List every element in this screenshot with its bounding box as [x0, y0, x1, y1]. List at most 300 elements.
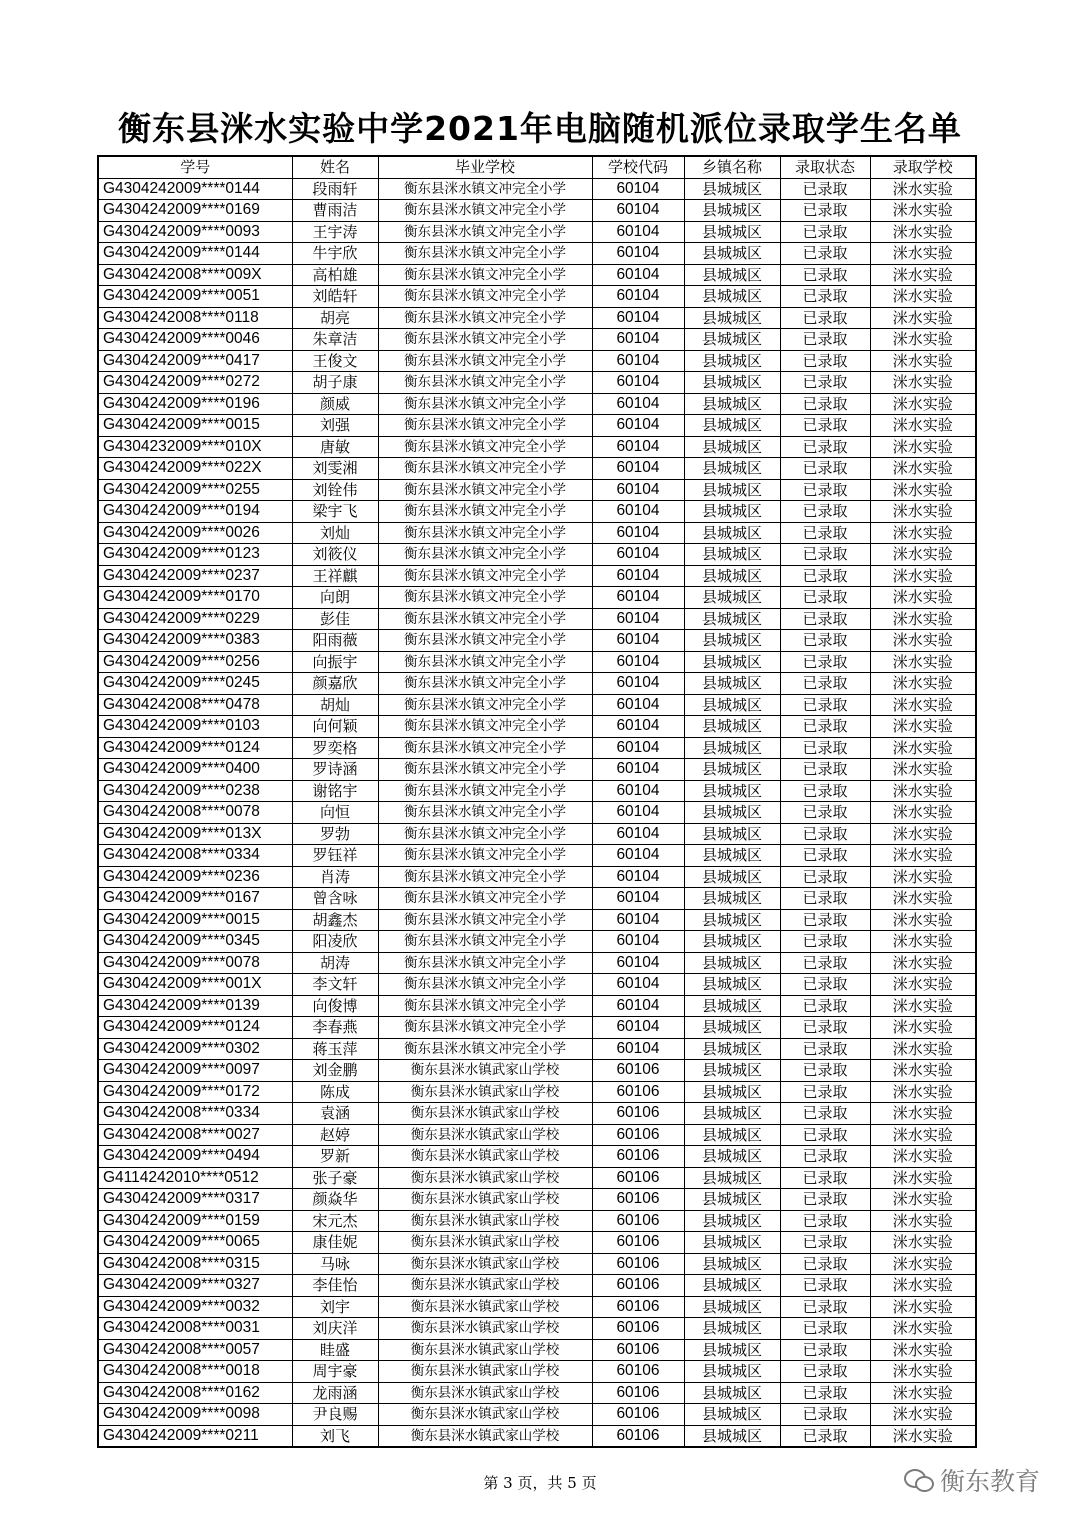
cell-graduation-school: 衡东县洣水镇文冲完全小学 — [378, 178, 592, 200]
cell-name: 段雨轩 — [292, 178, 378, 200]
cell-town: 县城城区 — [684, 393, 780, 415]
cell-town: 县城城区 — [684, 866, 780, 888]
table-row — [98, 350, 976, 372]
cell-graduation-school: 衡东县洣水镇文冲完全小学 — [378, 673, 592, 695]
cell-name: 蒋玉萍 — [292, 1038, 378, 1060]
cell-graduation-school: 衡东县洣水镇文冲完全小学 — [378, 415, 592, 437]
cell-school-code: 60104 — [592, 458, 684, 480]
cell-admission-status: 已录取 — [780, 995, 870, 1017]
cell-admitted-school: 洣水实验 — [870, 307, 976, 329]
header-admitted-school: 录取学校 — [870, 156, 976, 178]
table-row — [98, 1425, 976, 1447]
cell-admission-status: 已录取 — [780, 759, 870, 781]
cell-name: 刘灿 — [292, 522, 378, 544]
cell-name: 刘飞 — [292, 1425, 378, 1447]
cell-admission-status: 已录取 — [780, 651, 870, 673]
cell-town: 县城城区 — [684, 1275, 780, 1297]
cell-student-id: G4304242009****0123 — [98, 544, 292, 566]
cell-name: 牛宇欣 — [292, 243, 378, 265]
cell-admission-status: 已录取 — [780, 1382, 870, 1404]
cell-school-code: 60106 — [592, 1103, 684, 1125]
cell-admission-status: 已录取 — [780, 1189, 870, 1211]
cell-graduation-school: 衡东县洣水镇武家山学校 — [378, 1318, 592, 1340]
table-row — [98, 1361, 976, 1383]
cell-name: 罗勃 — [292, 823, 378, 845]
cell-student-id: G4304242009****0302 — [98, 1038, 292, 1060]
cell-student-id: G4304242008****0057 — [98, 1339, 292, 1361]
cell-school-code: 60106 — [592, 1404, 684, 1426]
cell-admitted-school: 洣水实验 — [870, 1318, 976, 1340]
table-row — [98, 544, 976, 566]
cell-name: 李佳怡 — [292, 1275, 378, 1297]
wechat-icon — [904, 1467, 934, 1493]
cell-admitted-school: 洣水实验 — [870, 1253, 976, 1275]
cell-town: 县城城区 — [684, 845, 780, 867]
table-row — [98, 1318, 976, 1340]
table-row — [98, 931, 976, 953]
cell-town: 县城城区 — [684, 802, 780, 824]
table-row — [98, 264, 976, 286]
cell-admitted-school: 洣水实验 — [870, 1425, 976, 1447]
cell-admitted-school: 洣水实验 — [870, 1081, 976, 1103]
cell-student-id: G4304242009****0093 — [98, 221, 292, 243]
cell-graduation-school: 衡东县洣水镇武家山学校 — [378, 1167, 592, 1189]
cell-name: 罗诗涵 — [292, 759, 378, 781]
cell-town: 县城城区 — [684, 1124, 780, 1146]
cell-school-code: 60104 — [592, 995, 684, 1017]
cell-school-code: 60104 — [592, 350, 684, 372]
cell-admitted-school: 洣水实验 — [870, 1060, 976, 1082]
cell-school-code: 60106 — [592, 1232, 684, 1254]
cell-admission-status: 已录取 — [780, 1146, 870, 1168]
cell-admission-status: 已录取 — [780, 286, 870, 308]
cell-school-code: 60104 — [592, 415, 684, 437]
table-row — [98, 630, 976, 652]
cell-school-code: 60104 — [592, 329, 684, 351]
cell-admission-status: 已录取 — [780, 1081, 870, 1103]
cell-admitted-school: 洣水实验 — [870, 716, 976, 738]
cell-student-id: G4304242008****009X — [98, 264, 292, 286]
cell-admitted-school: 洣水实验 — [870, 286, 976, 308]
header-student-id: 学号 — [98, 156, 292, 178]
cell-graduation-school: 衡东县洣水镇文冲完全小学 — [378, 458, 592, 480]
table-row — [98, 393, 976, 415]
cell-name: 刘铨伟 — [292, 479, 378, 501]
cell-student-id: G4304242009****0078 — [98, 952, 292, 974]
cell-name: 彭佳 — [292, 608, 378, 630]
cell-admitted-school: 洣水实验 — [870, 651, 976, 673]
cell-admission-status: 已录取 — [780, 1318, 870, 1340]
cell-name: 胡亮 — [292, 307, 378, 329]
cell-admission-status: 已录取 — [780, 1103, 870, 1125]
cell-admission-status: 已录取 — [780, 823, 870, 845]
cell-school-code: 60104 — [592, 501, 684, 523]
cell-graduation-school: 衡东县洣水镇武家山学校 — [378, 1146, 592, 1168]
cell-graduation-school: 衡东县洣水镇文冲完全小学 — [378, 651, 592, 673]
cell-admitted-school: 洣水实验 — [870, 1038, 976, 1060]
cell-admitted-school: 洣水实验 — [870, 393, 976, 415]
cell-admission-status: 已录取 — [780, 1296, 870, 1318]
cell-admission-status: 已录取 — [780, 350, 870, 372]
cell-name: 康佳妮 — [292, 1232, 378, 1254]
cell-name: 罗钰祥 — [292, 845, 378, 867]
cell-name: 肖涛 — [292, 866, 378, 888]
cell-graduation-school: 衡东县洣水镇武家山学校 — [378, 1339, 592, 1361]
cell-school-code: 60106 — [592, 1146, 684, 1168]
cell-admitted-school: 洣水实验 — [870, 1361, 976, 1383]
cell-graduation-school: 衡东县洣水镇武家山学校 — [378, 1296, 592, 1318]
cell-school-code: 60104 — [592, 630, 684, 652]
cell-school-code: 60104 — [592, 608, 684, 630]
cell-student-id: G4304242009****0317 — [98, 1189, 292, 1211]
cell-graduation-school: 衡东县洣水镇文冲完全小学 — [378, 802, 592, 824]
cell-admission-status: 已录取 — [780, 1361, 870, 1383]
cell-name: 赵婷 — [292, 1124, 378, 1146]
cell-school-code: 60104 — [592, 587, 684, 609]
table-row — [98, 178, 976, 200]
cell-graduation-school: 衡东县洣水镇武家山学校 — [378, 1404, 592, 1426]
cell-town: 县城城区 — [684, 1146, 780, 1168]
cell-admission-status: 已录取 — [780, 501, 870, 523]
table-row — [98, 200, 976, 222]
cell-school-code: 60106 — [592, 1167, 684, 1189]
cell-student-id: G4304242009****0229 — [98, 608, 292, 630]
cell-town: 县城城区 — [684, 737, 780, 759]
cell-admission-status: 已录取 — [780, 178, 870, 200]
cell-town: 县城城区 — [684, 974, 780, 996]
cell-name: 向俊博 — [292, 995, 378, 1017]
cell-admission-status: 已录取 — [780, 1167, 870, 1189]
header-school-code: 学校代码 — [592, 156, 684, 178]
cell-admitted-school: 洣水实验 — [870, 1189, 976, 1211]
cell-school-code: 60106 — [592, 1339, 684, 1361]
cell-school-code: 60104 — [592, 436, 684, 458]
table-row — [98, 1038, 976, 1060]
cell-graduation-school: 衡东县洣水镇文冲完全小学 — [378, 565, 592, 587]
cell-admitted-school: 洣水实验 — [870, 931, 976, 953]
cell-town: 县城城区 — [684, 608, 780, 630]
table-row — [98, 221, 976, 243]
page-footer: 第 3 页，共 5 页 — [483, 1474, 597, 1492]
cell-admission-status: 已录取 — [780, 200, 870, 222]
cell-graduation-school: 衡东县洣水镇文冲完全小学 — [378, 544, 592, 566]
table-row — [98, 565, 976, 587]
cell-name: 胡鑫杰 — [292, 909, 378, 931]
table-row — [98, 587, 976, 609]
cell-admission-status: 已录取 — [780, 845, 870, 867]
cell-admitted-school: 洣水实验 — [870, 1382, 976, 1404]
cell-student-id: G4304242009****0417 — [98, 350, 292, 372]
cell-graduation-school: 衡东县洣水镇文冲完全小学 — [378, 780, 592, 802]
cell-graduation-school: 衡东县洣水镇文冲完全小学 — [378, 845, 592, 867]
cell-name: 向何颖 — [292, 716, 378, 738]
cell-admission-status: 已录取 — [780, 1275, 870, 1297]
cell-graduation-school: 衡东县洣水镇文冲完全小学 — [378, 243, 592, 265]
table-row — [98, 1382, 976, 1404]
cell-admitted-school: 洣水实验 — [870, 1146, 976, 1168]
cell-town: 县城城区 — [684, 1318, 780, 1340]
cell-graduation-school: 衡东县洣水镇武家山学校 — [378, 1382, 592, 1404]
cell-name: 颜嘉欣 — [292, 673, 378, 695]
cell-town: 县城城区 — [684, 651, 780, 673]
cell-graduation-school: 衡东县洣水镇文冲完全小学 — [378, 608, 592, 630]
cell-graduation-school: 衡东县洣水镇文冲完全小学 — [378, 888, 592, 910]
cell-name: 阳雨薇 — [292, 630, 378, 652]
cell-name: 阳凌欣 — [292, 931, 378, 953]
cell-admitted-school: 洣水实验 — [870, 974, 976, 996]
cell-graduation-school: 衡东县洣水镇文冲完全小学 — [378, 350, 592, 372]
cell-admission-status: 已录取 — [780, 436, 870, 458]
cell-name: 刘筱仪 — [292, 544, 378, 566]
cell-school-code: 60104 — [592, 544, 684, 566]
cell-town: 县城城区 — [684, 501, 780, 523]
table-row — [98, 1060, 976, 1082]
cell-town: 县城城区 — [684, 1296, 780, 1318]
cell-student-id: G4304242009****0169 — [98, 200, 292, 222]
cell-town: 县城城区 — [684, 1103, 780, 1125]
cell-name: 张子豪 — [292, 1167, 378, 1189]
cell-town: 县城城区 — [684, 1382, 780, 1404]
cell-name: 谢铭宇 — [292, 780, 378, 802]
cell-student-id: G4304242009****0139 — [98, 995, 292, 1017]
cell-admission-status: 已录取 — [780, 1124, 870, 1146]
table-row — [98, 307, 976, 329]
cell-town: 县城城区 — [684, 780, 780, 802]
cell-school-code: 60104 — [592, 372, 684, 394]
cell-student-id: G4304242008****0315 — [98, 1253, 292, 1275]
cell-town: 县城城区 — [684, 888, 780, 910]
cell-student-id: G4304242009****0245 — [98, 673, 292, 695]
cell-school-code: 60104 — [592, 221, 684, 243]
cell-school-code: 60104 — [592, 802, 684, 824]
cell-student-id: G4304242009****0327 — [98, 1275, 292, 1297]
cell-town: 县城城区 — [684, 995, 780, 1017]
cell-town: 县城城区 — [684, 350, 780, 372]
cell-name: 马咏 — [292, 1253, 378, 1275]
cell-town: 县城城区 — [684, 931, 780, 953]
cell-admitted-school: 洣水实验 — [870, 608, 976, 630]
cell-school-code: 60104 — [592, 1017, 684, 1039]
cell-name: 向朗 — [292, 587, 378, 609]
cell-student-id: G4304242009****0103 — [98, 716, 292, 738]
cell-town: 县城城区 — [684, 458, 780, 480]
cell-graduation-school: 衡东县洣水镇文冲完全小学 — [378, 329, 592, 351]
cell-admission-status: 已录取 — [780, 888, 870, 910]
table-row — [98, 780, 976, 802]
cell-admitted-school: 洣水实验 — [870, 995, 976, 1017]
cell-student-id: G4304242009****0051 — [98, 286, 292, 308]
cell-graduation-school: 衡东县洣水镇文冲完全小学 — [378, 436, 592, 458]
cell-town: 县城城区 — [684, 759, 780, 781]
cell-admission-status: 已录取 — [780, 372, 870, 394]
cell-admission-status: 已录取 — [780, 694, 870, 716]
cell-student-id: G4304242009****0345 — [98, 931, 292, 953]
table-row — [98, 1404, 976, 1426]
table-row — [98, 479, 976, 501]
cell-student-id: G4304242008****0478 — [98, 694, 292, 716]
cell-school-code: 60104 — [592, 479, 684, 501]
cell-student-id: G4304242008****0334 — [98, 845, 292, 867]
cell-admitted-school: 洣水实验 — [870, 1103, 976, 1125]
cell-student-id: G4304242009****0097 — [98, 1060, 292, 1082]
cell-admission-status: 已录取 — [780, 673, 870, 695]
cell-admission-status: 已录取 — [780, 974, 870, 996]
cell-graduation-school: 衡东县洣水镇文冲完全小学 — [378, 823, 592, 845]
cell-student-id: G4304242009****0167 — [98, 888, 292, 910]
cell-admitted-school: 洣水实验 — [870, 1017, 976, 1039]
table-row — [98, 329, 976, 351]
table-row — [98, 1189, 976, 1211]
table-row — [98, 522, 976, 544]
cell-admitted-school: 洣水实验 — [870, 737, 976, 759]
table-row — [98, 974, 976, 996]
cell-admission-status: 已录取 — [780, 221, 870, 243]
cell-admission-status: 已录取 — [780, 565, 870, 587]
watermark-text: 衡东教育 — [940, 1467, 1041, 1496]
cell-student-id: G4304242009****0211 — [98, 1425, 292, 1447]
cell-name: 朱章洁 — [292, 329, 378, 351]
cell-town: 县城城区 — [684, 1167, 780, 1189]
cell-student-id: G4304242009****0124 — [98, 1017, 292, 1039]
table-row — [98, 673, 976, 695]
cell-admission-status: 已录取 — [780, 307, 870, 329]
cell-admission-status: 已录取 — [780, 1253, 870, 1275]
cell-admitted-school: 洣水实验 — [870, 673, 976, 695]
cell-school-code: 60104 — [592, 651, 684, 673]
cell-graduation-school: 衡东县洣水镇文冲完全小学 — [378, 759, 592, 781]
cell-school-code: 60106 — [592, 1382, 684, 1404]
cell-town: 县城城区 — [684, 329, 780, 351]
cell-student-id: G4304242009****0170 — [98, 587, 292, 609]
cell-school-code: 60104 — [592, 888, 684, 910]
cell-graduation-school: 衡东县洣水镇文冲完全小学 — [378, 952, 592, 974]
table-row — [98, 845, 976, 867]
cell-school-code: 60104 — [592, 716, 684, 738]
cell-student-id: G4304242009****0065 — [98, 1232, 292, 1254]
cell-student-id: G4304242009****0159 — [98, 1210, 292, 1232]
cell-town: 县城城区 — [684, 565, 780, 587]
cell-school-code: 60106 — [592, 1425, 684, 1447]
cell-admitted-school: 洣水实验 — [870, 866, 976, 888]
cell-admission-status: 已录取 — [780, 608, 870, 630]
cell-admitted-school: 洣水实验 — [870, 1404, 976, 1426]
cell-graduation-school: 衡东县洣水镇武家山学校 — [378, 1425, 592, 1447]
table-row — [98, 1103, 976, 1125]
cell-school-code: 60104 — [592, 307, 684, 329]
table-row — [98, 501, 976, 523]
cell-admitted-school: 洣水实验 — [870, 565, 976, 587]
cell-admission-status: 已录取 — [780, 393, 870, 415]
cell-student-id: G4304242008****0162 — [98, 1382, 292, 1404]
cell-town: 县城城区 — [684, 372, 780, 394]
table-row — [98, 1210, 976, 1232]
cell-admitted-school: 洣水实验 — [870, 1210, 976, 1232]
cell-name: 胡涛 — [292, 952, 378, 974]
cell-graduation-school: 衡东县洣水镇文冲完全小学 — [378, 1038, 592, 1060]
cell-name: 龙雨涵 — [292, 1382, 378, 1404]
cell-name: 刘强 — [292, 415, 378, 437]
cell-school-code: 60106 — [592, 1081, 684, 1103]
cell-graduation-school: 衡东县洣水镇武家山学校 — [378, 1060, 592, 1082]
cell-admission-status: 已录取 — [780, 952, 870, 974]
cell-admission-status: 已录取 — [780, 544, 870, 566]
cell-town: 县城城区 — [684, 479, 780, 501]
cell-graduation-school: 衡东县洣水镇文冲完全小学 — [378, 737, 592, 759]
cell-name: 周宇豪 — [292, 1361, 378, 1383]
table-row — [98, 802, 976, 824]
cell-admitted-school: 洣水实验 — [870, 823, 976, 845]
cell-school-code: 60106 — [592, 1210, 684, 1232]
cell-name: 颜焱华 — [292, 1189, 378, 1211]
cell-town: 县城城区 — [684, 436, 780, 458]
cell-admission-status: 已录取 — [780, 716, 870, 738]
cell-student-id: G4304242008****0018 — [98, 1361, 292, 1383]
cell-name: 刘宇 — [292, 1296, 378, 1318]
cell-admission-status: 已录取 — [780, 630, 870, 652]
cell-school-code: 60104 — [592, 694, 684, 716]
cell-student-id: G4304242009****0383 — [98, 630, 292, 652]
cell-town: 县城城区 — [684, 1253, 780, 1275]
cell-graduation-school: 衡东县洣水镇文冲完全小学 — [378, 909, 592, 931]
cell-admission-status: 已录取 — [780, 866, 870, 888]
table-row — [98, 888, 976, 910]
table-row — [98, 694, 976, 716]
cell-student-id: G4304242009****013X — [98, 823, 292, 845]
cell-name: 高柏雄 — [292, 264, 378, 286]
table-row — [98, 1146, 976, 1168]
cell-town: 县城城区 — [684, 307, 780, 329]
cell-town: 县城城区 — [684, 522, 780, 544]
table-row — [98, 651, 976, 673]
cell-name: 王祥麒 — [292, 565, 378, 587]
cell-student-id: G4304242009****0015 — [98, 909, 292, 931]
cell-graduation-school: 衡东县洣水镇文冲完全小学 — [378, 479, 592, 501]
cell-town: 县城城区 — [684, 1081, 780, 1103]
cell-school-code: 60104 — [592, 565, 684, 587]
cell-graduation-school: 衡东县洣水镇文冲完全小学 — [378, 630, 592, 652]
cell-town: 县城城区 — [684, 1060, 780, 1082]
cell-admitted-school: 洣水实验 — [870, 1339, 976, 1361]
cell-student-id: G4304242008****0031 — [98, 1318, 292, 1340]
cell-admitted-school: 洣水实验 — [870, 1167, 976, 1189]
cell-graduation-school: 衡东县洣水镇武家山学校 — [378, 1361, 592, 1383]
cell-admitted-school: 洣水实验 — [870, 630, 976, 652]
cell-admission-status: 已录取 — [780, 1210, 870, 1232]
table-row — [98, 436, 976, 458]
cell-school-code: 60106 — [592, 1124, 684, 1146]
table-row — [98, 415, 976, 437]
table-row — [98, 1296, 976, 1318]
cell-name: 尹良赐 — [292, 1404, 378, 1426]
table-row — [98, 716, 976, 738]
cell-name: 李文轩 — [292, 974, 378, 996]
cell-name: 罗新 — [292, 1146, 378, 1168]
cell-admission-status: 已录取 — [780, 479, 870, 501]
cell-town: 县城城区 — [684, 673, 780, 695]
cell-admission-status: 已录取 — [780, 1232, 870, 1254]
cell-student-id: G4304242009****0272 — [98, 372, 292, 394]
table-row — [98, 1275, 976, 1297]
cell-student-id: G4304242009****0256 — [98, 651, 292, 673]
cell-name: 袁涵 — [292, 1103, 378, 1125]
cell-name: 曾含咏 — [292, 888, 378, 910]
cell-student-id: G4304242009****0237 — [98, 565, 292, 587]
table-body — [98, 178, 976, 1447]
table-row — [98, 737, 976, 759]
cell-student-id: G4304232009****010X — [98, 436, 292, 458]
cell-town: 县城城区 — [684, 952, 780, 974]
cell-graduation-school: 衡东县洣水镇文冲完全小学 — [378, 587, 592, 609]
